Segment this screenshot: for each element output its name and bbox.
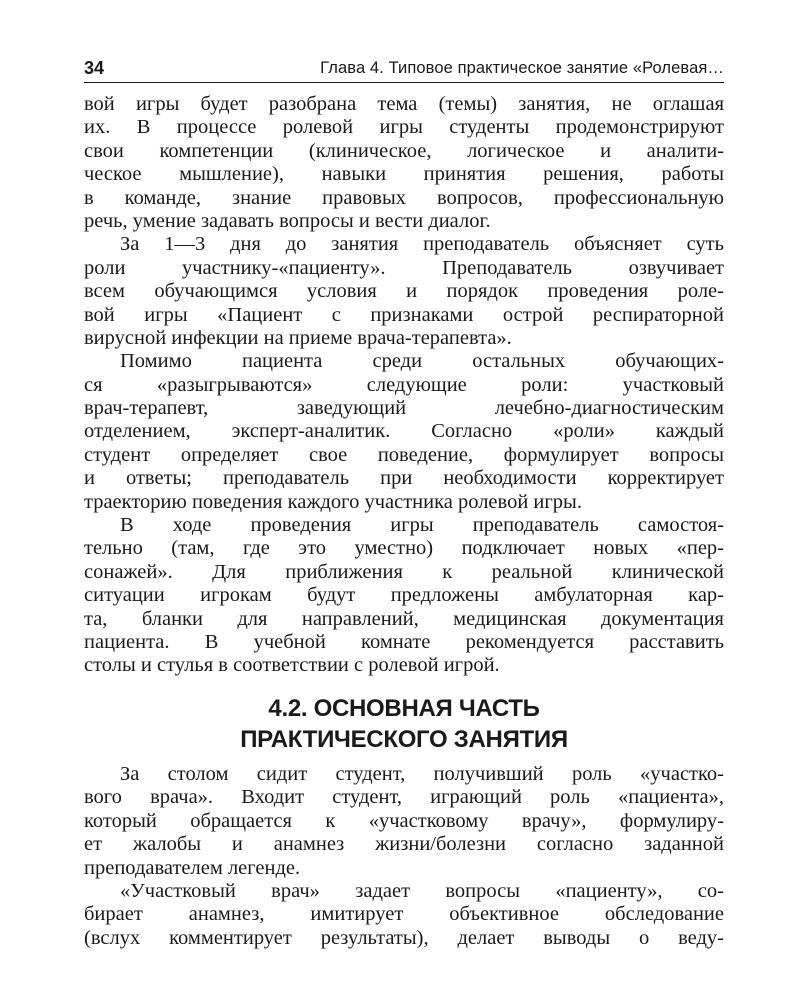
text-line: свои компетенции (клиническое, логическое и аналити- [84, 139, 724, 162]
text-line: траекторию поведения каждого участника ролевой игры. [84, 490, 582, 513]
section-heading-line-1: 4.2. ОСНОВНАЯ ЧАСТЬ [268, 695, 540, 722]
text-line: тельно (там, где это уместно) подключает новых «пер- [84, 537, 724, 560]
text-line: пациента. В учебной комнате рекомендуется расставить [84, 630, 724, 653]
running-header [84, 56, 724, 83]
body-text-bottom [84, 763, 724, 950]
text-line: вого врача». Входит студент, играющий роль «пациента», [84, 786, 724, 809]
text-line: За 1—3 дня до занятия преподаватель объясняет суть [120, 233, 724, 256]
paragraph [84, 763, 724, 880]
page-number: 34 [84, 58, 105, 78]
text-line: всем обучающимся условия и порядок проведения роле- [84, 280, 724, 303]
text-line: та, бланки для направлений, медицинская документация [84, 607, 724, 630]
text-line: врач-терапевт, заведующий лечебно-диагностическим [84, 397, 724, 420]
text-line: роли участнику-«пациенту». Преподаватель озвучивает [84, 256, 724, 279]
text-line: столы и стулья в соответствии с ролевой игрой. [84, 654, 500, 677]
section-heading-line-2: ПРАКТИЧЕСКОГО ЗАНЯТИЯ [240, 726, 568, 753]
paragraph [84, 93, 724, 233]
text-line: В ходе проведения игры преподаватель самостоя- [120, 514, 724, 537]
paragraph [84, 514, 724, 678]
text-line: и ответы; преподаватель при необходимости корректирует [84, 467, 724, 490]
text-line: в команде, знание правовых вопросов, профессиональную [84, 186, 724, 209]
paragraph [84, 350, 724, 514]
text-line: речь, умение задавать вопросы и вести диалог. [84, 209, 491, 232]
text-line: студент определяет свое поведение, формулирует вопросы [84, 443, 724, 466]
text-line: За столом сидит студент, получивший роль «участко- [120, 763, 724, 785]
text-line: вой игры «Пациент с признаками острой респираторной [84, 303, 724, 326]
body-text-top [84, 93, 724, 678]
text-line: отделением, эксперт-аналитик. Согласно «роли» каждый [84, 420, 724, 443]
text-line: ситуации игрокам будут предложены амбулаторная кар- [84, 584, 724, 607]
text-line: ся «разыгрываются» следующие роли: участковый [84, 373, 724, 396]
text-line: ет жалобы и анамнез жизни/болезни согласно заданной [84, 833, 724, 856]
text-line: вирусной инфекции на приеме врача-терапевта». [84, 326, 512, 349]
text-line: сонажей». Для приближения к реальной клинической [84, 560, 724, 583]
paragraph [84, 880, 724, 950]
running-head: Глава 4. Типовое практическое занятие «Ролевая… [320, 59, 724, 77]
text-line: Помимо пациента среди остальных обучающих- [120, 350, 724, 373]
text-line: (вслух комментирует результаты), делает выводы о веду- [84, 926, 724, 949]
text-line: ческое мышление), навыки принятия решения, работы [84, 163, 724, 186]
text-line: вой игры будет разобрана тема (темы) занятия, не оглашая [84, 93, 724, 115]
text-line: «Участковый врач» задает вопросы «пациенту», со- [120, 879, 724, 902]
text-line: преподавателем легенде. [84, 856, 301, 879]
paragraph [84, 233, 724, 350]
section-heading [84, 693, 724, 755]
text-line: бирает анамнез, имитирует объективное обследование [84, 903, 724, 926]
text-line: их. В процессе ролевой игры студенты продемонстрируют [84, 116, 724, 139]
text-line: который обращается к «участковому врачу», формулиру- [84, 809, 724, 832]
